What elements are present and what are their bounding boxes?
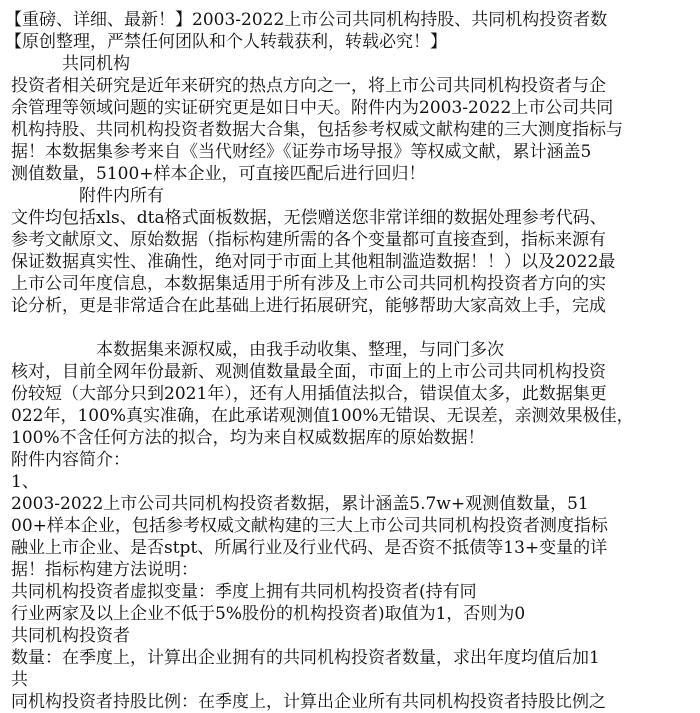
text-line: 核对，目前全网年份最新、观测值数量最全面，市面上的上市公司共同机构投资: [11, 362, 606, 382]
text-line: 共同机构: [11, 54, 130, 74]
text-line: 据！指标构建方法说明：: [11, 560, 198, 580]
text-line: 共: [11, 670, 28, 690]
text-line: 共同机构投资者: [11, 626, 130, 646]
text-line: 上市公司年度信息，本数据集适用于所有涉及上市公司共同机构投资者方向的实: [11, 274, 606, 294]
text-line: 【原创整理，严禁任何团队和个人转载获利，转载必究！】: [5, 32, 447, 52]
text-line: 1、: [11, 472, 39, 492]
text-line: 100%不含任何方法的拟合，均为来自权威数据库的原始数据！: [11, 428, 485, 448]
text-line: 数量：在季度上，计算出企业拥有的共同机构投资者数量，求出年度均值后加1: [11, 648, 600, 668]
text-line: 共同机构投资者虚拟变量：季度上拥有共同机构投资者(持有同: [11, 582, 477, 602]
text-line: 附件内容简介：: [11, 450, 130, 470]
text-line: 机构持股、共同机构投资者数据大合集，包括参考权威文献构建的三大测度指标与: [11, 120, 623, 140]
text-line: 参考文献原文、原始数据（指标构建所需的各个变量都可直接查到，指标来源有: [11, 230, 606, 250]
text-line: 【重磅、详细、最新！】2003-2022上市公司共同机构持股、共同机构投资者数: [5, 10, 608, 30]
text-line: 测值数量，5100+样本企业，可直接匹配后进行回归！: [11, 164, 426, 184]
text-line: 投资者相关研究是近年来研究的热点方向之一，将上市公司共同机构投资者与企: [11, 76, 606, 96]
text-line: 本数据集来源权威，由我手动收集、整理，与同门多次: [11, 340, 504, 360]
text-line: 融业上市企业、是否stpt、所属行业及行业代码、是否资不抵债等13+变量的详: [11, 538, 608, 558]
text-line: 余管理等领域问题的实证研究更是如日中天。附件内为2003-2022上市公司共同: [11, 98, 614, 118]
text-line: 022年，100%真实准确，在此承诺观测值100%无错误、无误差，亲测效果极佳，: [11, 406, 634, 426]
text-line: 论分析，更是非常适合在此基础上进行拓展研究，能够帮助大家高效上手，完成: [11, 296, 606, 316]
text-line: 2003-2022上市公司共同机构投资者数据，累计涵盖5.7w+观测值数量，51: [11, 494, 589, 514]
text-line: 行业两家及以上企业不低于5%股份的机构投资者)取值为1，否则为0: [11, 604, 526, 624]
text-line: 文件均包括xls、dta格式面板数据，无偿赠送您非常详细的数据处理参考代码、: [11, 208, 607, 228]
text-line: 保证数据真实性、准确性，绝对同于市面上其他粗制滥造数据！！）以及2022最: [11, 252, 616, 272]
text-line: 00+样本企业，包括参考权威文献构建的三大上市公司共同机构投资者测度指标: [11, 516, 608, 536]
text-line: 附件内所有: [11, 186, 164, 206]
text-line: 同机构投资者持股比例：在季度上，计算出企业所有共同机构投资者持股比例之: [11, 692, 606, 712]
text-line: 据！本数据集参考来自《当代财经》《证券市场导报》等权威文献，累计涵盖5: [11, 142, 592, 162]
text-line: 份较短（大部分只到2021年），还有人用插值法拟合，错误值太多，此数据集更: [11, 384, 607, 404]
